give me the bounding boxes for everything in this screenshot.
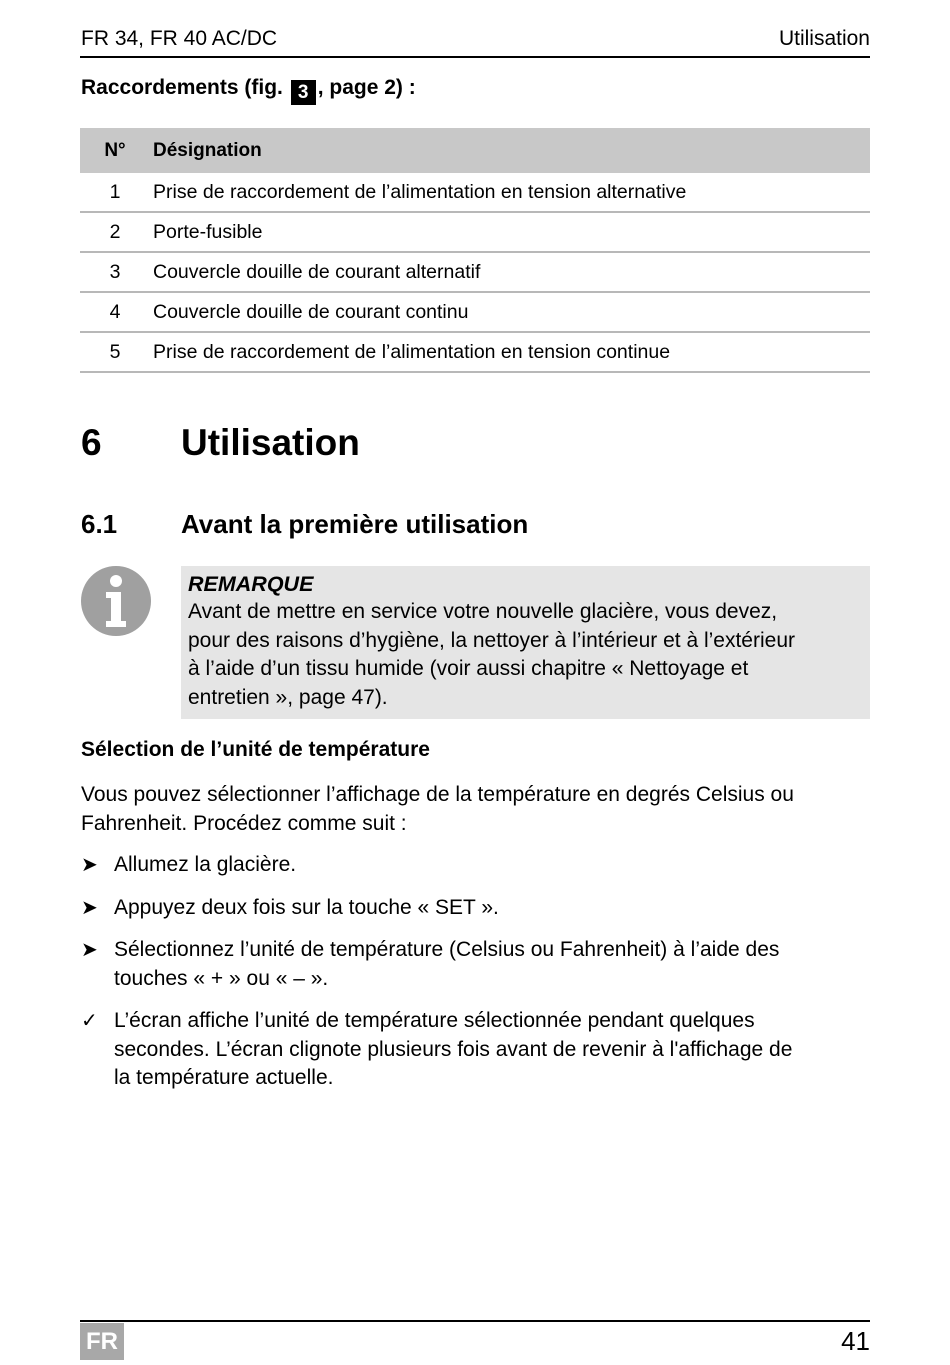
connections-caption	[81, 76, 416, 105]
table-row	[80, 213, 870, 253]
arrow-bullet-icon: ➤	[81, 897, 98, 919]
header-chapter-title: Utilisation	[778, 27, 870, 50]
caption-text-before: Raccordements (fig.	[81, 76, 289, 99]
instruction-step	[81, 936, 871, 993]
note-body	[188, 598, 862, 712]
language-badge: FR	[80, 1323, 124, 1360]
result-step	[81, 1007, 871, 1093]
intro-line: Vous pouvez sélectionner l’affichage de la température en degrés Celsius ou	[81, 783, 794, 806]
row-number: 2	[109, 220, 121, 243]
row-number: 3	[109, 260, 121, 283]
intro-paragraph	[81, 781, 876, 838]
figure-number-badge: 3	[291, 80, 316, 105]
table-row	[80, 173, 870, 213]
row-number: 4	[109, 300, 121, 323]
table-row	[80, 333, 870, 373]
column-header-number: N°	[104, 139, 126, 161]
step-text: Sélectionnez l’unité de température (Celsius ou Fahrenheit) à l’aide des	[114, 938, 780, 961]
note-line: entretien », page 47).	[188, 685, 388, 709]
row-designation: Couvercle douille de courant alternatif	[153, 260, 481, 283]
footer-rule	[80, 1320, 870, 1322]
caption-text-after: , page 2) :	[317, 76, 416, 99]
subsection-title: Avant la première utilisation	[181, 509, 529, 539]
table-row	[80, 293, 870, 333]
intro-line: Fahrenheit. Procédez comme suit :	[81, 811, 407, 835]
temperature-unit-heading: Sélection de l’unité de température	[81, 738, 430, 761]
table-row	[80, 253, 870, 293]
section-number: 6	[81, 422, 102, 463]
row-designation: Prise de raccordement de l’alimentation en tension alternative	[153, 180, 687, 203]
step-text: touches « + » ou « – ».	[114, 966, 329, 990]
table-header	[80, 128, 870, 173]
note-line: Avant de mettre en service votre nouvelle glacière, vous devez,	[188, 600, 778, 623]
note-box	[181, 566, 870, 719]
arrow-bullet-icon: ➤	[81, 854, 98, 876]
info-icon	[80, 565, 152, 637]
connections-table	[80, 128, 870, 373]
result-text: secondes. L’écran clignote plusieurs fois avant de revenir à l'affichage de	[114, 1037, 793, 1061]
result-text: la température actuelle.	[114, 1066, 334, 1089]
header-rule	[80, 56, 870, 58]
instruction-step	[81, 851, 871, 880]
header-product-name: FR 34, FR 40 AC/DC	[81, 27, 278, 50]
section-title: Utilisation	[181, 422, 360, 463]
step-text: Appuyez deux fois sur la touche « SET ».	[114, 896, 499, 919]
row-designation: Couvercle douille de courant continu	[153, 300, 469, 323]
row-designation: Porte-fusible	[153, 220, 263, 243]
instruction-step	[81, 894, 871, 923]
arrow-bullet-icon: ➤	[81, 939, 98, 961]
note-line: à l’aide d’un tissu humide (voir aussi chapitre « Nettoyage et	[188, 657, 749, 680]
row-number: 5	[109, 340, 121, 363]
checkmark-icon: ✓	[81, 1010, 98, 1032]
page-number: 41	[841, 1326, 870, 1356]
result-text: L’écran affiche l’unité de température sélectionnée pendant quelques	[114, 1009, 755, 1032]
row-number: 1	[109, 180, 121, 203]
note-line: pour des raisons d’hygiène, la nettoyer à l’intérieur et à l’extérieur	[188, 628, 796, 652]
column-header-designation: Désignation	[153, 139, 262, 161]
row-designation: Prise de raccordement de l’alimentation en tension continue	[153, 340, 671, 363]
step-text: Allumez la glacière.	[114, 853, 297, 876]
note-title: REMARQUE	[188, 572, 314, 596]
subsection-number: 6.1	[81, 509, 118, 539]
